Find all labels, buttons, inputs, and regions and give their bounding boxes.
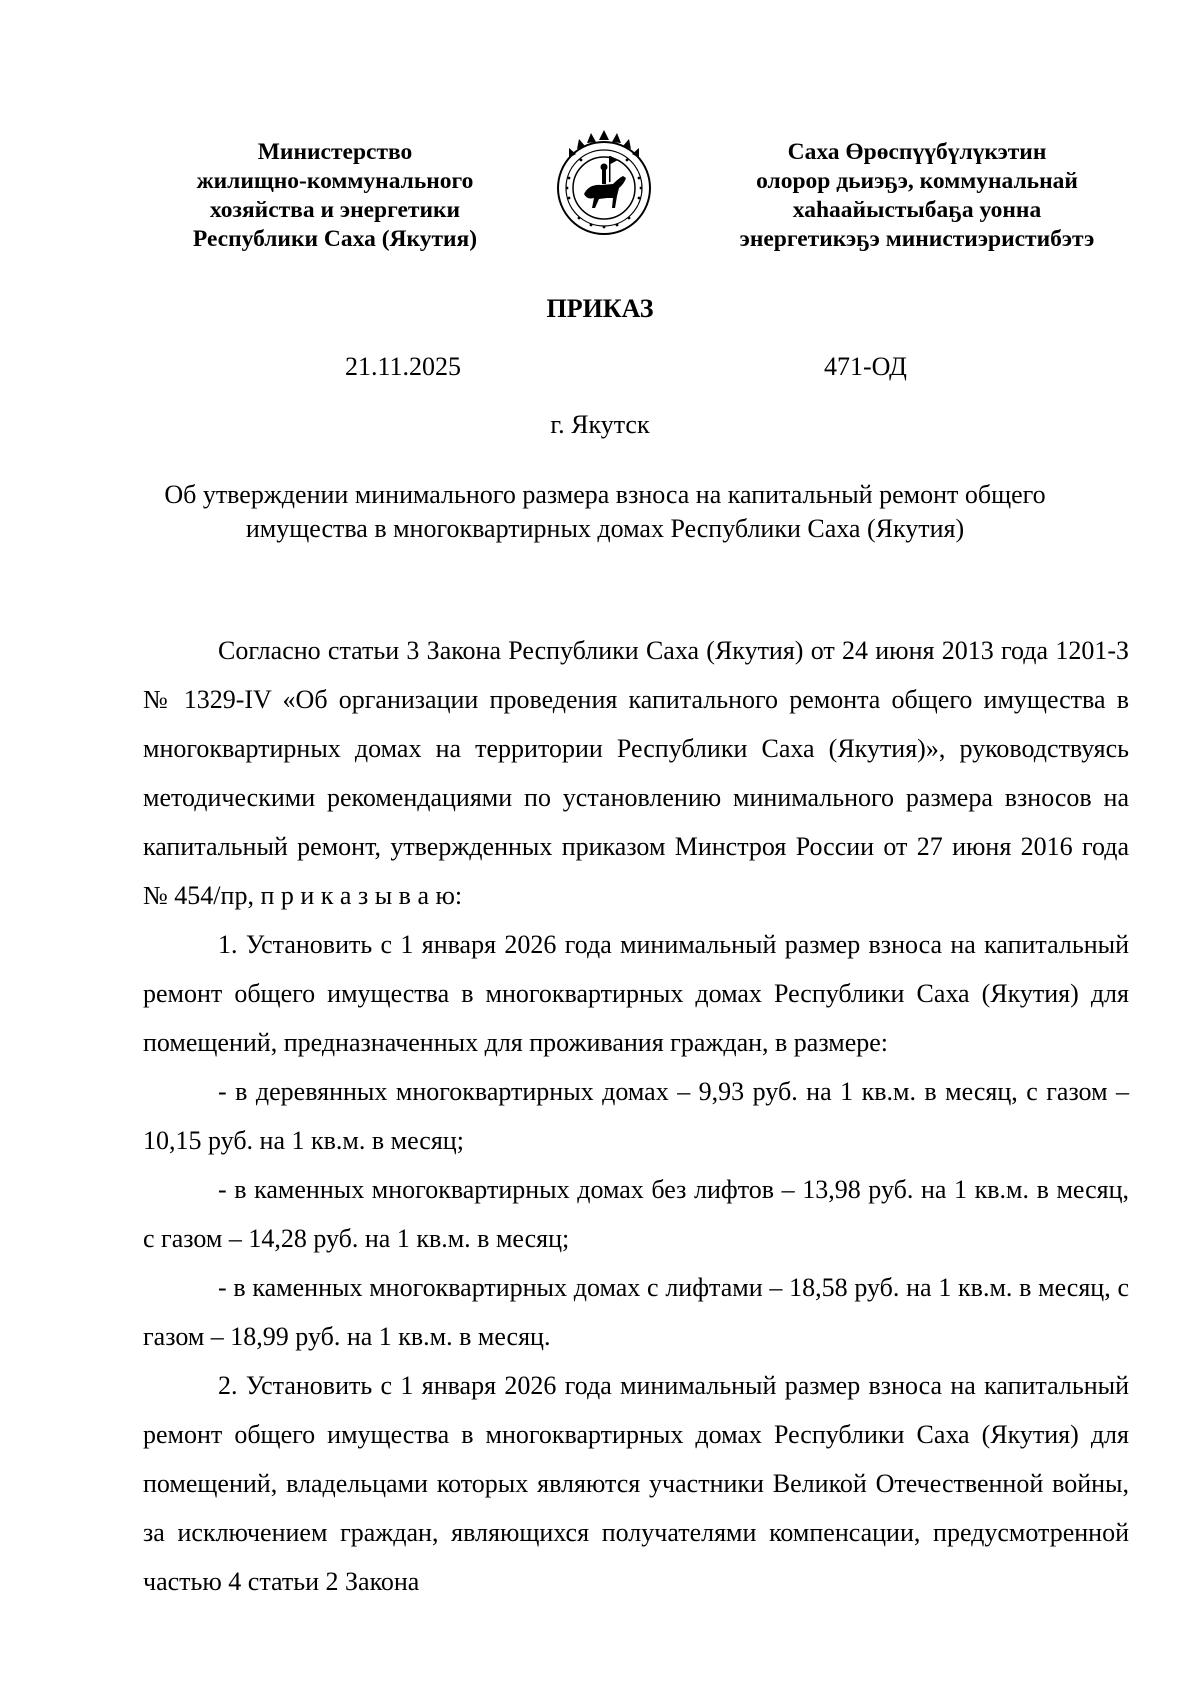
body-paragraph: 1. Установить с 1 января 2026 года минимальный размер взноса на капитальный ремонт общего имущества в многоквартирных домах Республики Саха (Якутия) для помещений, предназначенных для проживания граждан, в размере:	[143, 930, 1129, 1057]
body-paragraph: Согласно статьи 3 Закона Республики Саха (Якутия) от 24 июня 2013 года 1201-З № 1329-IV «Об организации проведения капитального ремонта общего имущества в многоквартирных домах на территории Республики Саха (Якутия)», руководствуясь методическими рекомендациями по установлению минимального размера взносов на капитальный ремонт, утвержденных приказом Минстроя России от 27 июня 2016 года № 454/пр, п р и к а з ы в а ю:	[143, 636, 1129, 910]
document-header	[0, 138, 1200, 268]
order-number: 471-ОД	[824, 352, 907, 381]
ministry-name-line: Министерство	[257, 139, 413, 165]
document-body	[143, 626, 1129, 1606]
order-subject: Об утверждении минимального размера взноса на капитальный ремонт общего имущества в многоквартирных домах Республики Саха (Якутия)	[164, 480, 1046, 543]
issue-city: г. Якутск	[550, 410, 650, 439]
ministry-name-line: Республики Саха (Якутия)	[192, 226, 478, 252]
ministry-name-line: олорор дьиэҕэ, коммунальнай	[756, 168, 1078, 194]
ministry-name-line: жилищно-коммунального	[196, 168, 474, 194]
ministry-name-line: Саха Өрөспүүбүлүкэтин	[787, 139, 1047, 165]
coat-of-arms-emblem	[539, 118, 669, 248]
order-date: 21.11.2025	[345, 352, 462, 381]
body-paragraph: - в каменных многоквартирных домах с лифтами – 18,58 руб. на 1 кв.м. в месяц, с газом – 18,99 руб. на 1 кв.м. в месяц.	[143, 1273, 1129, 1351]
body-paragraph: 2. Установить с 1 января 2026 года минимальный размер взноса на капитальный ремонт общего имущества в многоквартирных домах Республики Саха (Якутия) для помещений, владельцами которых являются участники Великой Отечественной войны, за исключением граждан, являющихся получателями компенсации, предусмотренной частью 4 статьи 2 Закона	[143, 1371, 1129, 1596]
ministry-name-line: энергетикэҕэ министиэристибэтэ	[739, 226, 1095, 252]
ministry-name-line: хаһаайыстыбаҕа уонна	[792, 197, 1042, 223]
document-title: ПРИКАЗ	[546, 294, 654, 323]
ministry-name-line: хозяйства и энергетики	[209, 197, 461, 223]
ministry-name-yakut	[692, 138, 1142, 254]
body-paragraph: - в деревянных многоквартирных домах – 9,93 руб. на 1 кв.м. в месяц, с газом – 10,15 руб. на 1 кв.м. в месяц;	[143, 1077, 1129, 1155]
ministry-name-russian	[140, 138, 530, 254]
body-paragraph: - в каменных многоквартирных домах без лифтов – 13,98 руб. на 1 кв.м. в месяц, с газом – 14,28 руб. на 1 кв.м. в месяц;	[143, 1175, 1129, 1253]
